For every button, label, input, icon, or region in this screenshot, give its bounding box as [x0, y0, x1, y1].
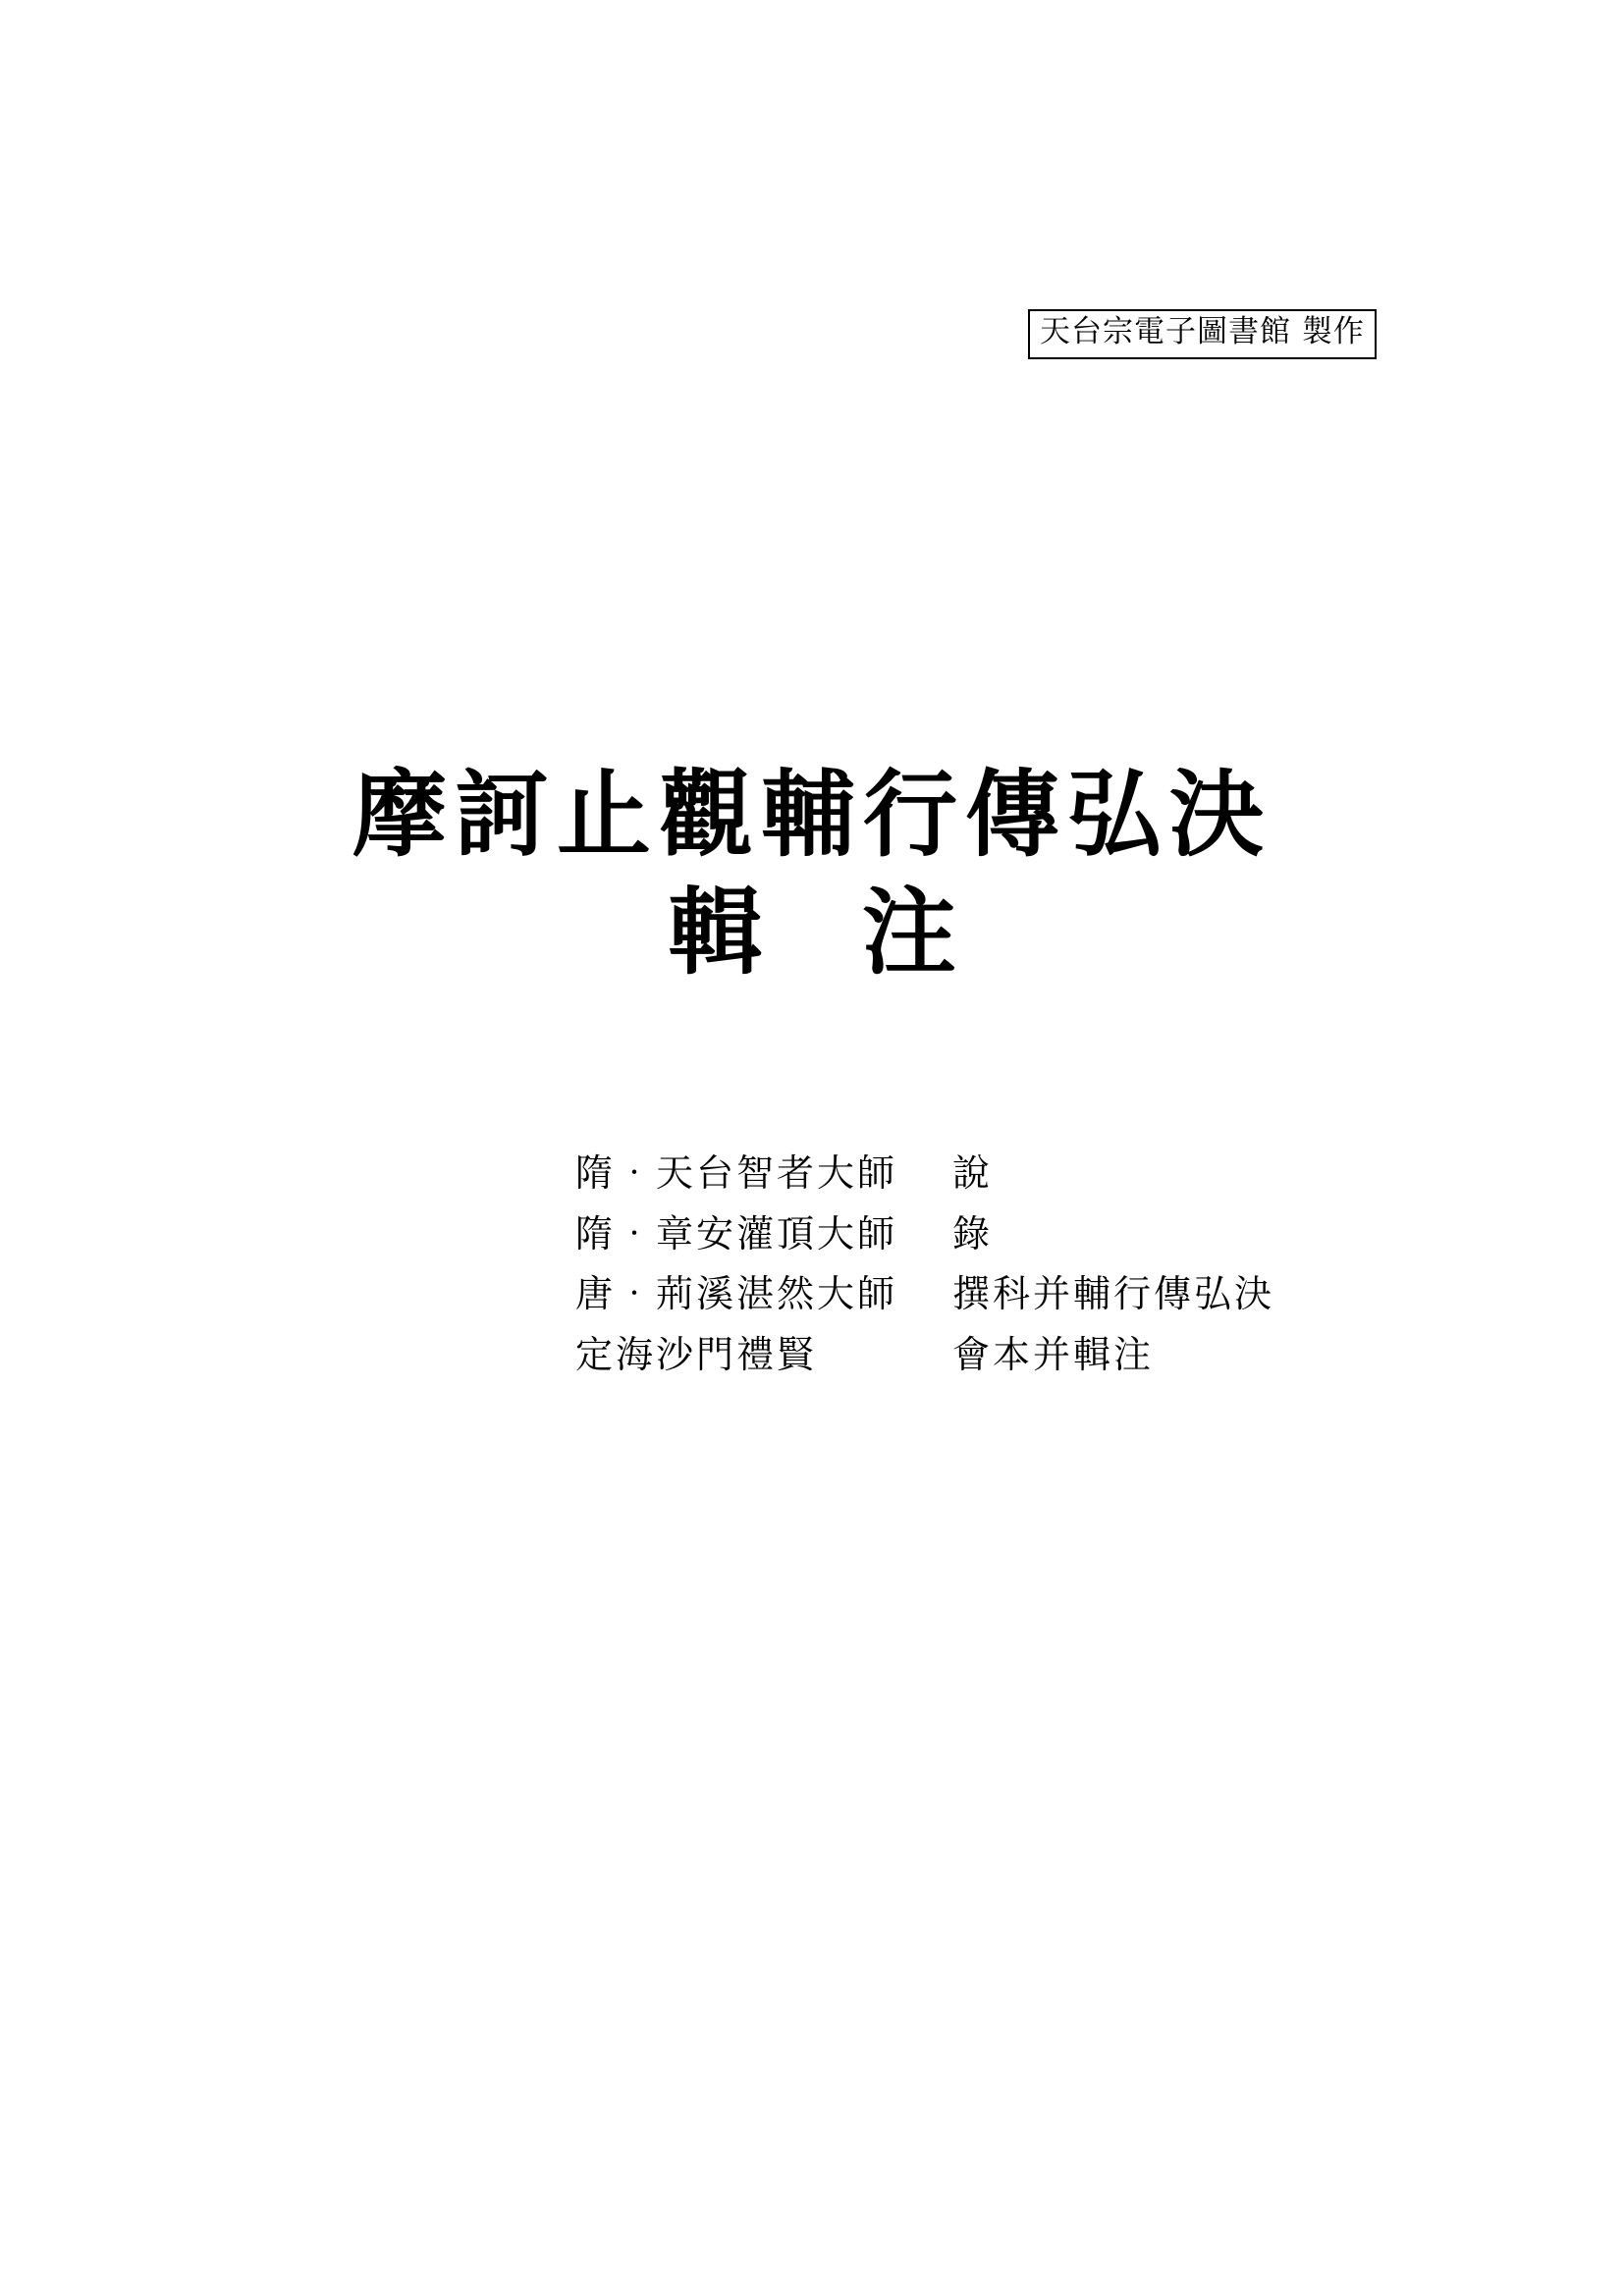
attribution-role-4: 會本并輯注 [952, 1332, 1155, 1376]
production-credit-text: 天台宗電子圖書館 製作 [1040, 314, 1365, 349]
table-row [575, 1325, 1274, 1386]
attribution-author-4: 定海沙門禮賢 [575, 1332, 818, 1376]
attribution-table [575, 1144, 1274, 1385]
table-row [575, 1144, 1274, 1204]
attribution-role-3: 撰科并輔行傳弘決 [952, 1272, 1275, 1316]
attribution-author-3: 唐‧荊溪湛然大師 [575, 1272, 898, 1316]
production-credit-stamp [1028, 309, 1377, 359]
table-row [575, 1204, 1274, 1265]
table-row [575, 1264, 1274, 1325]
title-block [0, 756, 1624, 991]
attribution-role-2: 錄 [952, 1211, 994, 1255]
attribution-author-2: 隋‧章安灌頂大師 [575, 1211, 898, 1255]
attribution-author-1: 隋‧天台智者大師 [575, 1151, 898, 1195]
attribution-role-1: 說 [952, 1151, 994, 1195]
page-title-line-1: 摩訶止觀輔行傳弘決 [352, 759, 1272, 870]
page-title-line-2: 輯 注 [668, 877, 990, 988]
